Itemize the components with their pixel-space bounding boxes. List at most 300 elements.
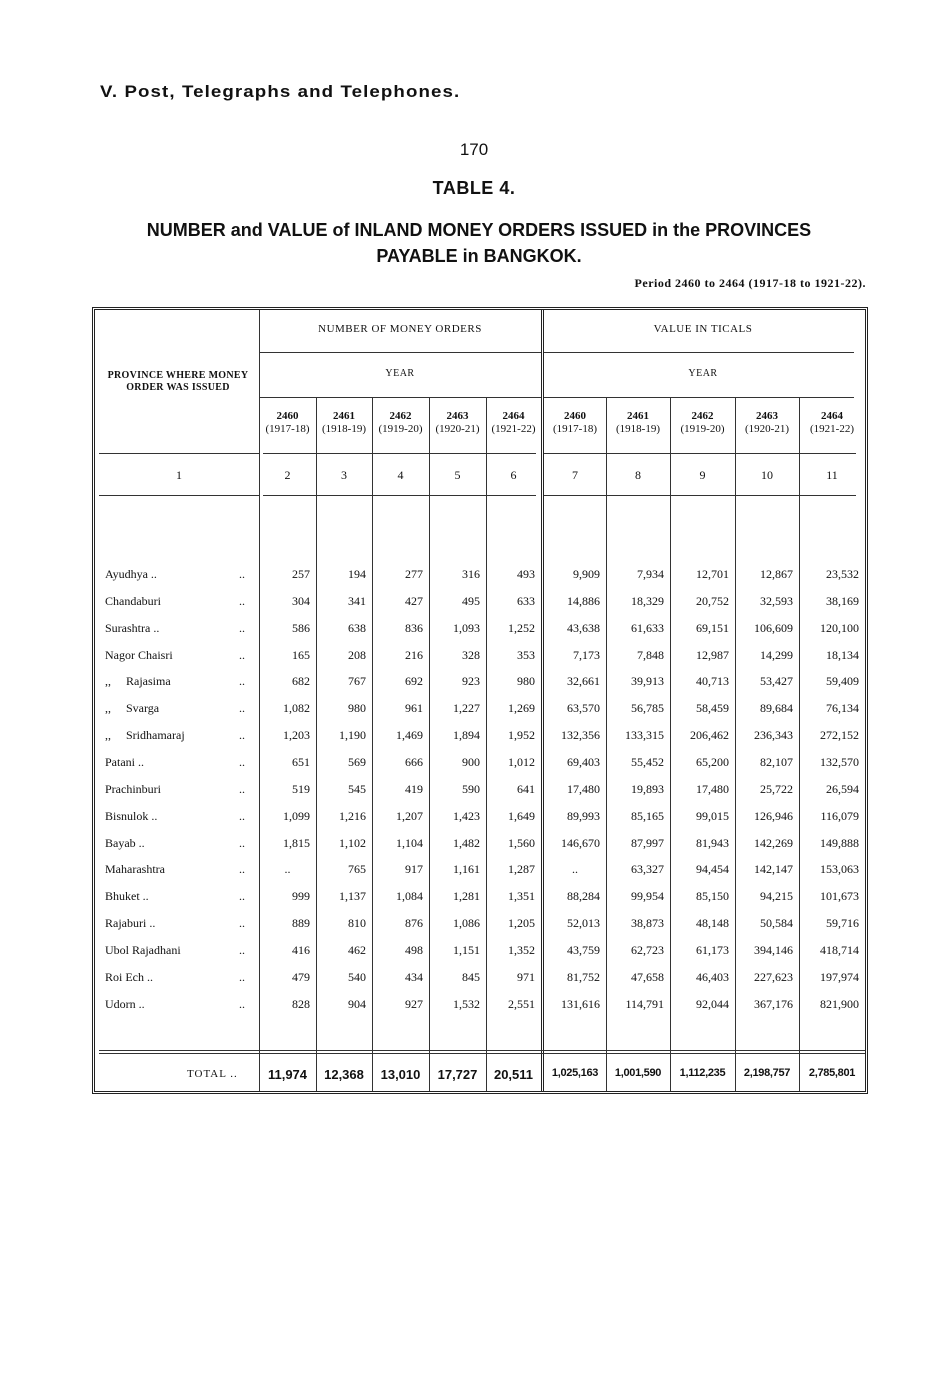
year-be: 2460 (276, 410, 299, 422)
title-line-2: PAYABLE in BANGKOK. (376, 246, 582, 266)
table-row (95, 674, 865, 700)
year-header (429, 410, 486, 436)
table-cell: 493 (517, 567, 535, 581)
table-cell: 999 (292, 889, 310, 904)
year-ad: (1919-20) (378, 423, 423, 435)
table-cell: 81,943 (696, 835, 729, 850)
leader-dots: .. (239, 781, 245, 796)
province-header-line-1: PROVINCE WHERE MONEY (107, 370, 249, 381)
province-name: Prachinburi (105, 781, 161, 796)
table-cell: 63,570 (567, 701, 600, 716)
year-header (316, 410, 372, 436)
table-cell: 2,551 (508, 996, 535, 1011)
table-row (95, 862, 865, 888)
table-cell: 419 (405, 781, 423, 796)
table-cell: 94,215 (760, 889, 793, 904)
table-cell: 85,165 (631, 808, 664, 823)
table-cell: 1,351 (508, 889, 535, 904)
rule (259, 352, 541, 353)
table-cell: 682 (292, 674, 310, 689)
year-be: 2463 (756, 410, 778, 422)
table-cell: 540 (348, 969, 366, 984)
table-cell: 495 (462, 593, 480, 608)
province-column-header (99, 370, 257, 394)
year-ad: (1921-22) (810, 423, 854, 435)
table-row (95, 970, 865, 996)
rule (259, 397, 541, 398)
table-cell: 12,701 (696, 567, 729, 581)
leader-dots: .. (239, 674, 245, 689)
province-name: Bisnulok .. (105, 808, 158, 823)
year-ad: (1918-19) (616, 423, 660, 435)
title-line-1: NUMBER and VALUE of INLAND MONEY ORDERS ISSUED in the PROVINCES (146, 220, 812, 240)
table-cell: 17,480 (696, 781, 729, 796)
rule (544, 397, 854, 398)
year-header (799, 410, 865, 436)
table-cell: 1,104 (396, 835, 423, 850)
table-cell: 569 (348, 754, 366, 769)
table-cell: 1,093 (453, 620, 480, 635)
leader-dots: .. (239, 593, 245, 608)
table-row (95, 648, 865, 674)
table-cell: 82,107 (760, 754, 793, 769)
table-cell: 1,269 (508, 701, 535, 716)
table-cell: 462 (348, 942, 366, 957)
table-cell: 81,752 (567, 969, 600, 984)
table-cell: 18,329 (631, 593, 664, 608)
table-cell: 641 (517, 781, 535, 796)
table-cell: 1,894 (453, 728, 480, 743)
table-cell: 1,560 (508, 835, 535, 850)
table-cell: 46,403 (696, 969, 729, 984)
table-cell: 25,722 (760, 781, 793, 796)
year-header (544, 410, 606, 436)
table-row (95, 782, 865, 808)
running-header: V. Post, Telegraphs and Telephones. (100, 82, 461, 101)
table-cell: 272,152 (820, 728, 859, 743)
total-cell: 20,511 (493, 1067, 534, 1082)
table-cell: 900 (462, 754, 480, 769)
table-cell: 353 (517, 647, 535, 662)
table-cell: 971 (517, 969, 535, 984)
province-name: Roi Ech .. (105, 969, 153, 984)
table-row (95, 701, 865, 727)
table-cell: 1,086 (453, 916, 480, 931)
table-cell: 208 (348, 647, 366, 662)
table-cell: 810 (348, 916, 366, 931)
table-cell: 479 (292, 969, 310, 984)
table-cell: 434 (405, 969, 423, 984)
total-cell: 17,727 (437, 1067, 478, 1082)
province-name: Maharashtra (105, 862, 165, 877)
year-label-number: YEAR (385, 368, 415, 379)
table-cell: 23,532 (826, 567, 859, 581)
column-number: 7 (572, 468, 578, 482)
table-cell: 927 (405, 996, 423, 1011)
rule (544, 453, 856, 454)
table-cell: 367,176 (754, 996, 793, 1011)
table-cell: 767 (348, 674, 366, 689)
table-cell: 85,150 (696, 889, 729, 904)
table-cell: 1,281 (453, 889, 480, 904)
table-cell: 7,934 (637, 567, 664, 581)
total-label: TOTAL .. (187, 1068, 238, 1080)
table-cell: 106,609 (754, 620, 793, 635)
table-cell: 14,886 (567, 593, 600, 608)
table-cell: 43,638 (567, 620, 600, 635)
table-row (95, 567, 865, 593)
table-cell: 980 (517, 674, 535, 689)
table-cell: 666 (405, 754, 423, 769)
leader-dots: .. (239, 862, 245, 877)
table-cell: 1,252 (508, 620, 535, 635)
table-cell: 99,015 (696, 808, 729, 823)
table-cell: 1,352 (508, 942, 535, 957)
year-ad: (1920-21) (745, 423, 789, 435)
table-cell: 133,315 (625, 728, 664, 743)
province-name: Bayab .. (105, 835, 145, 850)
year-be: 2462 (691, 410, 714, 422)
table-cell: 92,044 (696, 996, 729, 1011)
province-name: Rajaburi .. (105, 916, 156, 931)
table-cell: 94,454 (696, 862, 729, 877)
table-cell: 1,102 (339, 835, 366, 850)
table-cell: 341 (348, 593, 366, 608)
year-ad: (1921-22) (491, 423, 536, 435)
table-cell: 1,952 (508, 728, 535, 743)
table-cell: 38,873 (631, 916, 664, 931)
table-cell: 845 (462, 969, 480, 984)
table-cell: 821,900 (820, 996, 859, 1011)
table-cell: 206,462 (690, 728, 729, 743)
leader-dots: .. (239, 942, 245, 957)
column-number: 8 (635, 468, 641, 482)
table-cell: 590 (462, 781, 480, 796)
table-cell: 26,594 (826, 781, 859, 796)
table-cell: 197,974 (820, 969, 859, 984)
leader-dots: .. (239, 620, 245, 635)
table-cell: 165 (292, 647, 310, 662)
table-cell: 836 (405, 620, 423, 635)
value-group-header: VALUE IN TICALS (653, 323, 753, 335)
table-cell: 39,913 (631, 674, 664, 689)
table-cell: 116,079 (820, 808, 859, 823)
table-cell: 14,299 (760, 647, 793, 662)
table-cell: 1,205 (508, 916, 535, 931)
table-cell: 76,134 (826, 701, 859, 716)
table-row (95, 997, 865, 1023)
table-cell: 1,815 (283, 835, 310, 850)
column-number: 1 (176, 468, 182, 482)
table-cell: 1,151 (453, 942, 480, 957)
table-cell: 889 (292, 916, 310, 931)
rule (99, 453, 259, 454)
table-cell: 17,480 (567, 781, 600, 796)
table-cell: 12,987 (696, 647, 729, 662)
table-cell: 1,423 (453, 808, 480, 823)
table-cell: 131,616 (561, 996, 600, 1011)
year-header (372, 410, 429, 436)
table-cell: 89,993 (567, 808, 600, 823)
table-cell: 63,327 (631, 862, 664, 877)
year-label-value: YEAR (688, 368, 718, 379)
column-number: 10 (761, 468, 773, 482)
province-name: Surashtra .. (105, 620, 160, 635)
table-cell: 1,287 (508, 862, 535, 877)
table-cell: 9,909 (573, 567, 600, 581)
table-cell: 12,867 (760, 567, 793, 581)
total-cell: 13,010 (380, 1067, 421, 1082)
year-ad: (1920-21) (435, 423, 480, 435)
table-cell: 1,137 (339, 889, 366, 904)
year-be: 2464 (502, 410, 525, 422)
total-cell: 1,025,163 (551, 1067, 599, 1079)
table-cell: 18,134 (826, 647, 859, 662)
province-name: Chandaburi (105, 593, 161, 608)
table-cell: 316 (462, 567, 480, 581)
table-cell: 126,946 (754, 808, 793, 823)
table-cell: 7,848 (637, 647, 664, 662)
year-header (670, 410, 735, 436)
page-number: 170 (459, 140, 489, 159)
table-cell: 394,146 (754, 942, 793, 957)
table-cell: 99,954 (631, 889, 664, 904)
table-row (95, 728, 865, 754)
table-cell: 69,151 (696, 620, 729, 635)
rule (544, 352, 854, 353)
table-cell: 153,063 (820, 862, 859, 877)
table-cell: 7,173 (573, 647, 600, 662)
money-order-table (92, 307, 868, 1094)
table-cell: 146,670 (561, 835, 600, 850)
table-cell: 1,532 (453, 996, 480, 1011)
table-cell: 1,084 (396, 889, 423, 904)
year-be: 2461 (333, 410, 355, 422)
table-cell: 692 (405, 674, 423, 689)
year-header (259, 410, 316, 436)
province-name: Patani .. (105, 754, 144, 769)
table-cell: 876 (405, 916, 423, 931)
year-be: 2460 (564, 410, 586, 422)
table-cell: 132,356 (561, 728, 600, 743)
leader-dots: .. (239, 647, 245, 662)
table-cell: 132,570 (820, 754, 859, 769)
year-ad: (1917-18) (553, 423, 597, 435)
table-cell: 1,190 (339, 728, 366, 743)
table-cell: 142,147 (754, 862, 793, 877)
table-cell: 40,713 (696, 674, 729, 689)
table-cell: 651 (292, 754, 310, 769)
table-cell: 61,633 (631, 620, 664, 635)
year-be: 2462 (389, 410, 412, 422)
table-cell: .. (572, 862, 578, 877)
table-cell: 120,100 (820, 620, 859, 635)
table-cell: 1,161 (453, 862, 480, 877)
table-cell: 32,661 (567, 674, 600, 689)
table-cell: 427 (405, 593, 423, 608)
table-cell: 55,452 (631, 754, 664, 769)
leader-dots: .. (239, 835, 245, 850)
table-cell: 1,469 (396, 728, 423, 743)
number-group-header: NUMBER OF MONEY ORDERS (318, 323, 482, 335)
province-name: Ubol Rajadhani (105, 942, 181, 957)
table-cell: 765 (348, 862, 366, 877)
table-cell: 961 (405, 701, 423, 716)
table-row (95, 621, 865, 647)
table-cell: 52,013 (567, 916, 600, 931)
table-cell: 828 (292, 996, 310, 1011)
table-cell: 638 (348, 620, 366, 635)
column-number: 4 (397, 468, 404, 482)
table-cell: 20,752 (696, 593, 729, 608)
table-row (95, 594, 865, 620)
leader-dots: .. (239, 808, 245, 823)
table-cell: 88,284 (567, 889, 600, 904)
rule (263, 495, 536, 496)
table-cell: 59,409 (826, 674, 859, 689)
year-be: 2461 (627, 410, 649, 422)
column-number: 3 (341, 468, 347, 482)
rule (99, 1050, 865, 1051)
table-cell: 53,427 (760, 674, 793, 689)
column-number: 9 (699, 468, 706, 482)
table-cell: 1,227 (453, 701, 480, 716)
table-number: TABLE 4. (432, 178, 516, 198)
table-cell: 1,216 (339, 808, 366, 823)
table-cell: 416 (292, 942, 310, 957)
province-name: ,, Sridhamaraj (105, 728, 185, 743)
total-row (95, 1065, 865, 1089)
table-cell: 1,012 (508, 754, 535, 769)
table-row (95, 889, 865, 915)
year-ad: (1918-19) (322, 423, 366, 435)
table-cell: 59,716 (826, 916, 859, 931)
rule (544, 495, 856, 496)
column-number: 11 (826, 468, 838, 482)
table-cell: 89,684 (760, 701, 793, 716)
table-cell: 1,203 (283, 728, 310, 743)
table-cell: 923 (462, 674, 480, 689)
leader-dots: .. (239, 889, 245, 904)
table-cell: 101,673 (820, 889, 859, 904)
table-cell: 304 (292, 593, 310, 608)
column-number: 2 (284, 468, 291, 482)
column-number: 5 (454, 468, 461, 482)
total-cell: 1,112,235 (679, 1067, 726, 1079)
table-cell: 142,269 (754, 835, 793, 850)
table-cell: 277 (405, 567, 423, 581)
province-name: Udorn .. (105, 996, 145, 1011)
table-cell: 1,649 (508, 808, 535, 823)
table-cell: 236,343 (754, 728, 793, 743)
table-cell: 1,207 (396, 808, 423, 823)
table-cell: 257 (292, 567, 310, 581)
table-cell: .. (284, 862, 291, 877)
table-row (95, 755, 865, 781)
table-cell: 61,173 (696, 942, 729, 957)
period-caption: Period 2460 to 2464 (1917-18 to 1921-22). (634, 276, 866, 290)
year-be: 2464 (821, 410, 843, 422)
year-header (735, 410, 799, 436)
table-cell: 65,200 (696, 754, 729, 769)
rule (263, 453, 536, 454)
total-cell: 1,001,590 (614, 1067, 662, 1079)
table-cell: 498 (405, 942, 423, 957)
table-row (95, 943, 865, 969)
table-cell: 545 (348, 781, 366, 796)
table-cell: 32,593 (760, 593, 793, 608)
leader-dots: .. (239, 728, 245, 743)
table-cell: 633 (517, 593, 535, 608)
table-cell: 62,723 (631, 942, 664, 957)
table-cell: 87,997 (631, 835, 664, 850)
table-row (95, 809, 865, 835)
province-name: Nagor Chaisri (105, 647, 173, 662)
table-cell: 48,148 (696, 916, 729, 931)
table-cell: 519 (292, 781, 310, 796)
table-cell: 328 (462, 647, 480, 662)
province-name: Bhuket .. (105, 889, 149, 904)
year-header (606, 410, 670, 436)
column-number: 6 (510, 468, 517, 482)
table-cell: 904 (348, 996, 366, 1011)
table-cell: 149,888 (820, 835, 859, 850)
table-cell: 43,759 (567, 942, 600, 957)
leader-dots: .. (239, 996, 245, 1011)
total-cell: 12,368 (324, 1067, 364, 1082)
table-row (95, 836, 865, 862)
table-cell: 1,482 (453, 835, 480, 850)
leader-dots: .. (239, 701, 245, 716)
table-cell: 980 (348, 701, 366, 716)
table-cell: 216 (405, 647, 423, 662)
year-header (486, 410, 541, 436)
province-name: Ayudhya .. (105, 567, 157, 581)
table-cell: 917 (405, 862, 423, 877)
leader-dots: .. (239, 916, 245, 931)
table-cell: 50,584 (760, 916, 793, 931)
leader-dots: .. (239, 567, 245, 581)
table-row (95, 916, 865, 942)
leader-dots: .. (239, 969, 245, 984)
total-cell: 2,198,757 (743, 1067, 791, 1079)
table-cell: 38,169 (826, 593, 859, 608)
table-cell: 1,099 (283, 808, 310, 823)
year-be: 2463 (446, 410, 469, 422)
table-cell: 114,791 (625, 996, 664, 1011)
province-header-line-2: ORDER WAS ISSUED (126, 382, 230, 393)
table-cell: 56,785 (631, 701, 664, 716)
table-cell: 19,893 (631, 781, 664, 796)
province-name: ,, Rajasima (105, 674, 171, 689)
leader-dots: .. (239, 754, 245, 769)
year-ad: (1919-20) (680, 423, 725, 435)
province-name: ,, Svarga (105, 701, 160, 716)
rule (99, 495, 259, 496)
table-cell: 194 (348, 567, 366, 581)
rule (99, 1053, 865, 1054)
table-cell: 227,623 (754, 969, 793, 984)
table-cell: 47,658 (631, 969, 664, 984)
table-cell: 586 (292, 620, 310, 635)
table-cell: 418,714 (820, 942, 859, 957)
total-cell: 2,785,801 (808, 1067, 856, 1079)
table-title (0, 217, 948, 269)
table-cell: 58,459 (696, 701, 729, 716)
table-cell: 69,403 (567, 754, 600, 769)
year-ad: (1917-18) (265, 423, 310, 435)
total-cell: 11,974 (267, 1067, 308, 1082)
